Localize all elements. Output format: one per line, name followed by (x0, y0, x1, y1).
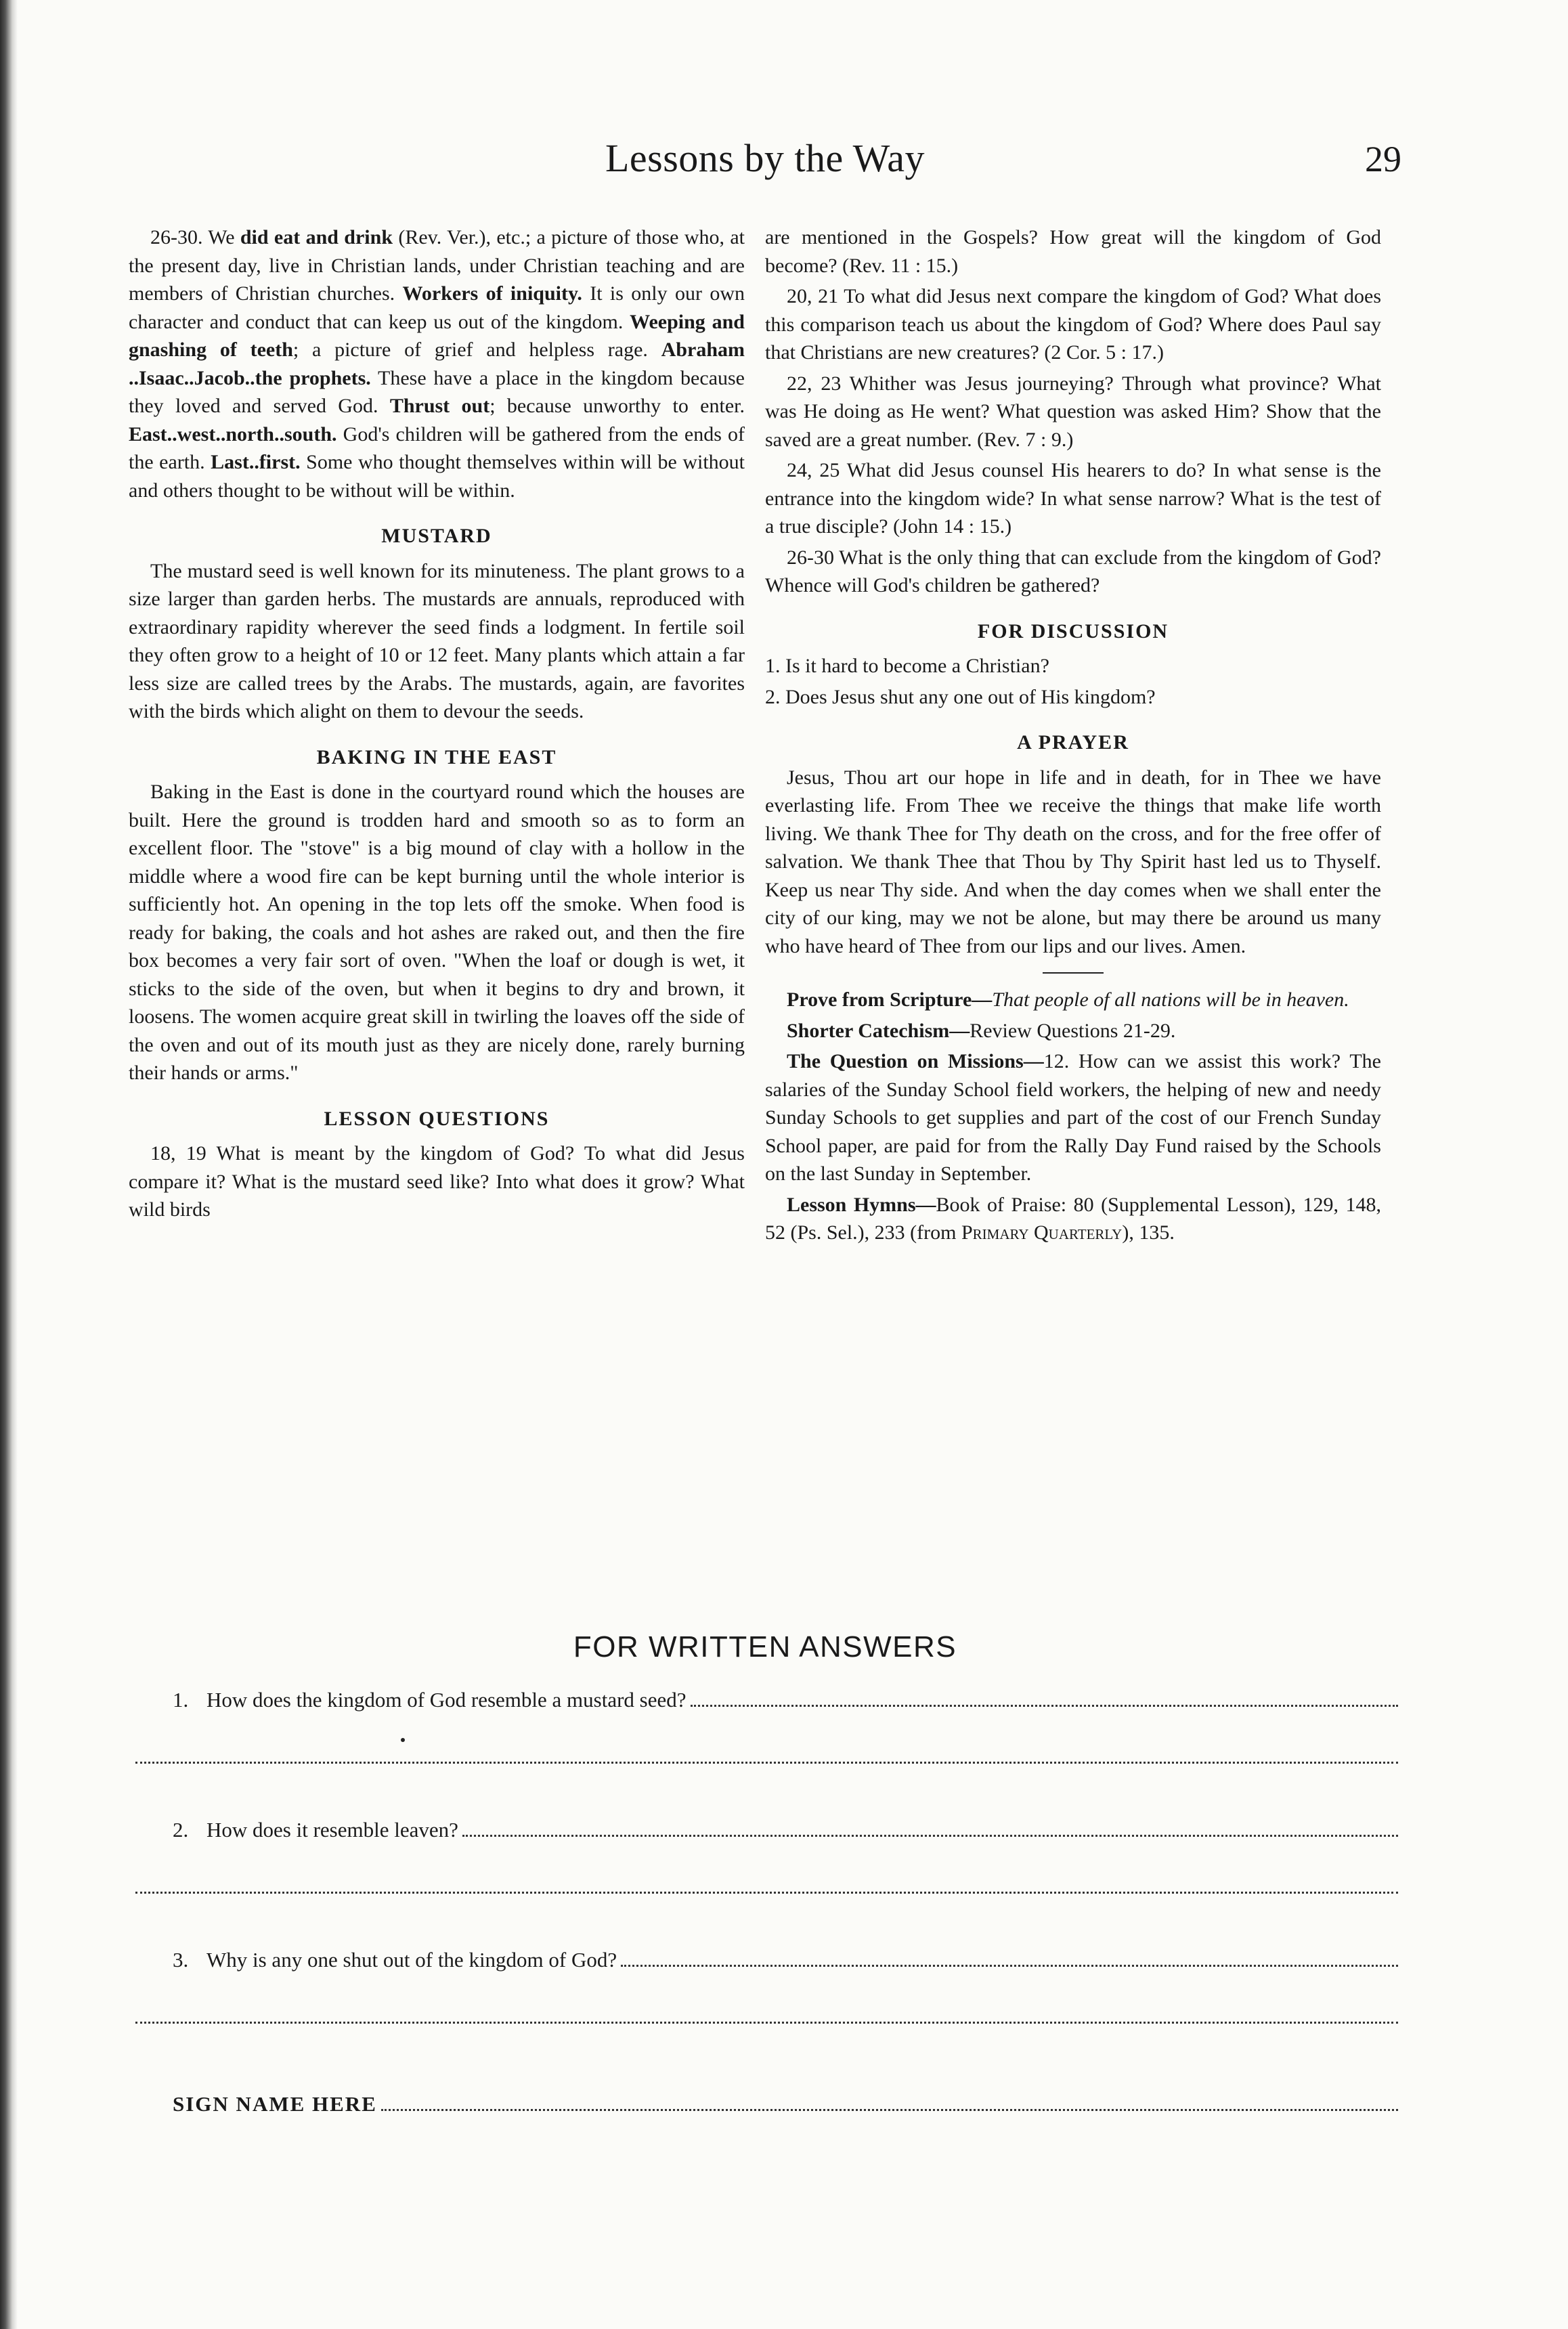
commentary-term: Workers of iniquity. (402, 282, 582, 305)
answer-line[interactable] (135, 1889, 1398, 1894)
missions-text: 12. How can we assist this work? The salaries of the Sunday School field workers, the helping of new and needy Sunday Schools to get supplies and part of the cost of our French Sunday School paper, are paid for from the Rally Day Fund raised by the Schools on the last Sunday in September. (765, 1050, 1381, 1185)
commentary-text: (Rev. Ver.), etc.; a picture of those who, at the present day, live in Christian lands, under Christian teaching and are members of Christian churches. (129, 226, 745, 305)
running-title: Lessons by the Way (605, 136, 925, 180)
lesson-question-26-30: 26-30 What is the only thing that can exclude from the kingdom of God? Whence will God's children be gathered? (765, 546, 1381, 596)
written-answers-heading: FOR WRITTEN ANSWERS (573, 1630, 957, 1663)
answer-line[interactable] (462, 1820, 1398, 1837)
lesson-questions-text: 18, 19 What is meant by the kingdom of God? To what did Jesus compare it? What is the mustard seed like? Into what does it grow? What wild birds (129, 1142, 745, 1221)
page-number: 29 (1365, 139, 1401, 179)
discussion-heading: FOR DISCUSSION (977, 619, 1169, 643)
commentary-term: East..west..north..south. (129, 422, 337, 445)
question-number: 3. (173, 1948, 189, 1972)
lesson-questions-heading: LESSON QUESTIONS (324, 1107, 550, 1130)
separator-rule (1043, 972, 1104, 974)
hymns-source: Primary Quarterly (961, 1221, 1123, 1244)
question-text: How does it resemble leaven? (206, 1818, 458, 1842)
catechism-text: Review Questions 21-29. (970, 1019, 1176, 1042)
scan-edge (0, 0, 18, 2329)
prayer-text: Jesus, Thou art our hope in life and in death, for in Thee we have everlasting life. From Thee we receive the things that make life worth living. We thank Thee for Thy death on the cross, and for the free offer of salvation. We thank Thee that Thou by Thy Spirit hast led us to Thyself. Keep us near Thy side. And when the day comes when we shall enter the city of our king, may we not be alone, but may there be around us many who have heard of Thee from our lips and our lives. Amen. (765, 766, 1381, 957)
verse-commentary (129, 223, 745, 504)
hymns-text-end: ), 135. (1122, 1221, 1175, 1244)
discussion-item: 2. Does Jesus shut any one out of His kingdom? (765, 685, 1156, 708)
answer-line[interactable] (135, 1759, 1398, 1764)
lesson-question-22-23: 22, 23 Whither was Jesus journeying? Through what province? What was He doing as He went? What question was asked Him? Show that the saved are a great number. (Rev. 7 : 9.) (765, 372, 1381, 451)
signature-line[interactable] (381, 2094, 1398, 2111)
missions-label: The Question on Missions— (787, 1050, 1044, 1072)
mustard-text: The mustard seed is well known for its minuteness. The plant grows to a size larger than garden herbs. The mustards are annuals, reproduced with extraordinary rapidity wherever the seed finds a lodgment. In fertile soil they often grow to a height of 10 or 12 feet. Many plants which attain a far less size are called trees by the Arabs. The mustards, again, are favorites with the birds which alight on them to devour the seeds. (129, 559, 745, 722)
written-question-2 (173, 1818, 1398, 1849)
commentary-text: ; because unworthy to enter. (489, 395, 745, 417)
sign-name-line (173, 2092, 1398, 2116)
prove-from-scripture (765, 986, 1381, 1014)
written-question-1 (173, 1688, 1398, 1719)
prayer-heading: A PRAYER (1017, 731, 1129, 754)
prove-text: That people of all nations will be in heaven. (992, 988, 1349, 1011)
commentary-text: Some who thought themselves within will be without and others thought to be without will be within. (129, 451, 745, 502)
commentary-term: Last..first. (211, 451, 301, 473)
hymns-text: Book of Praise: 80 (Supplemental Lesson), 129, 148, 52 (Ps. Sel.), 233 (from (765, 1193, 1381, 1244)
commentary-term: Weeping and gnashing of teeth (129, 310, 745, 361)
sign-name-label: SIGN NAME HERE (173, 2092, 377, 2116)
left-column (129, 223, 745, 1227)
lesson-questions-continued: are mentioned in the Gospels? How great will the kingdom of God become? (Rev. 11 : 15.) (765, 226, 1381, 277)
question-text: How does the kingdom of God resemble a mustard seed? (206, 1688, 687, 1712)
answer-line[interactable] (135, 2019, 1398, 2024)
baking-heading: BAKING IN THE EAST (316, 745, 557, 768)
lesson-hymns (765, 1191, 1381, 1247)
lesson-question-24-25: 24, 25 What did Jesus counsel His hearers to do? In what sense is the entrance into the kingdom wide? In what sense narrow? What is the test of a true disciple? (John 14 : 15.) (765, 459, 1381, 538)
commentary-term: did eat and drink (240, 226, 393, 248)
commentary-text: These have a place in the kingdom because they loved and served God. (129, 366, 745, 417)
page-header (129, 135, 1401, 196)
mustard-heading: MUSTARD (381, 525, 492, 547)
commentary-text: 26-30. We (150, 226, 240, 248)
discussion-item: 1. Is it hard to become a Christian? (765, 655, 1049, 677)
written-question-3 (173, 1948, 1398, 1979)
prove-label: Prove from Scripture— (787, 988, 993, 1011)
hymns-label: Lesson Hymns— (787, 1193, 936, 1216)
catechism-label: Shorter Catechism— (787, 1019, 970, 1042)
question-number: 2. (173, 1818, 189, 1842)
commentary-term: Abraham ..Isaac..Jacob..the prophets. (129, 339, 745, 389)
print-speck (401, 1738, 405, 1742)
question-number: 1. (173, 1688, 189, 1712)
shorter-catechism (765, 1017, 1381, 1045)
commentary-term: Thrust out (389, 395, 490, 417)
answer-line[interactable] (621, 1950, 1398, 1967)
missions-question (765, 1047, 1381, 1188)
lesson-question-20-21: 20, 21 To what did Jesus next compare the kingdom of God? What does this comparison teach us about the kingdom of God? Where does Paul say that Christians are new creatures? (2 Cor. 5 : 17.) (765, 285, 1381, 364)
right-column (765, 223, 1381, 1250)
commentary-text: It is only our own character and conduct that can keep us out of the kingdom. (129, 282, 745, 333)
commentary-text: God's children will be gathered from the ends of the earth. (129, 422, 745, 473)
answer-line[interactable] (691, 1690, 1398, 1707)
question-text: Why is any one shut out of the kingdom of God? (206, 1948, 617, 1972)
commentary-text: ; a picture of grief and helpless rage. (292, 339, 661, 361)
baking-text: Baking in the East is done in the courtyard round which the houses are built. Here the ground is trodden hard and smooth so as to form an excellent floor. The "stove" is a big mound of clay with a hollow in the middle where a wood fire can be kept burning until the whole interior is sufficiently hot. An opening in the top lets off the smoke. When food is ready for baking, the coals and hot ashes are raked out, and then the fire box becomes a very fair sort of oven. "When the loaf or dough is wet, it sticks to the side of the oven, but when it begins to dry and brown, it loosens. The women acquire great skill in twirling the loaves off the side of the oven and out of its mouth just as they are nicely done, rarely burning their hands or arms." (129, 781, 745, 1084)
